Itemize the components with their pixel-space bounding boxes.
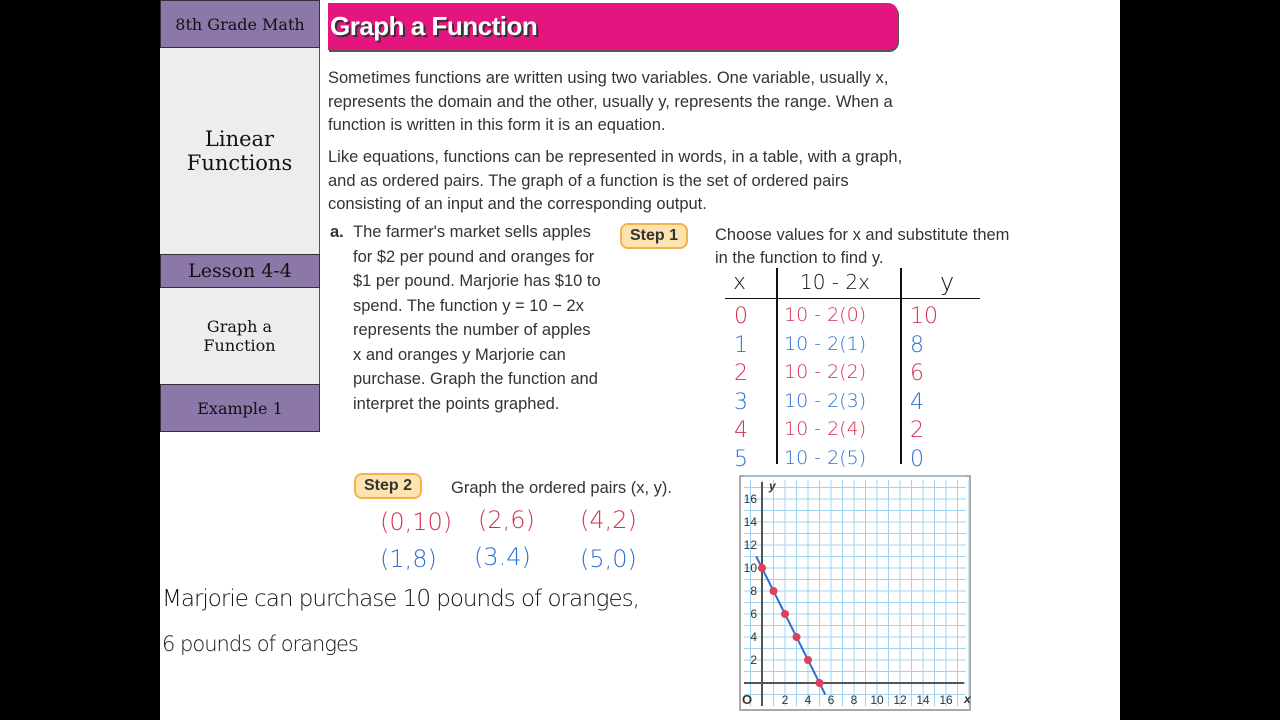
- table-header-expr: 10 - 2x: [800, 270, 870, 294]
- data-point: [781, 610, 789, 618]
- y-tick-label: 16: [743, 492, 757, 506]
- y-tick-label: 10: [743, 561, 757, 575]
- step1-badge: Step 1: [620, 223, 688, 249]
- second-paragraph: Like equations, functions can be represented in words, in a table, with a graph, and as ordered pairs. The graph of a function is the set of ordered pairs consisting of an input and the corresponding output.: [328, 148, 903, 213]
- table-cell-x: 4: [734, 418, 748, 443]
- table-cell-y: 2: [910, 418, 924, 443]
- y-tick-label: 14: [743, 515, 757, 529]
- pair: (4,2): [580, 506, 637, 534]
- lesson-label: Lesson 4-4: [160, 254, 320, 288]
- table-cell-expr: 10 - 2(2): [784, 361, 867, 383]
- example-text: The farmer's market sells apples for $2 per pound and oranges for $1 per pound. Marjorie has $10 to spend. The function y = 10 − 2x represents the number of apples x and oranges y Marjorie can purchase. Graph the function and interpret the points graphed.: [353, 223, 601, 413]
- function-graph: [738, 474, 974, 714]
- table-cell-y: 4: [910, 389, 924, 415]
- x-tick-label: 12: [893, 693, 907, 707]
- step1-text: Choose values for x and substitute them in the function to find y.: [715, 226, 1010, 267]
- pair: (1,8): [380, 545, 437, 573]
- conclusion-line-1: Marjorie can purchase 10 pounds of oranges,: [162, 586, 639, 612]
- table-cell-y: 0: [910, 446, 924, 472]
- pair: (0,10): [380, 508, 453, 536]
- y-tick-label: 6: [750, 607, 757, 621]
- pair: (2,6): [478, 506, 535, 534]
- lesson-title: Graph a Function: [160, 288, 320, 384]
- step2-badge: Step 2: [354, 473, 422, 499]
- table-cell-expr: 10 - 2(3): [784, 389, 867, 412]
- data-point: [758, 564, 766, 572]
- step2-text: Graph the ordered pairs (x, y).: [451, 479, 673, 497]
- x-tick-label: 4: [804, 693, 812, 707]
- page-title-banner: [328, 3, 898, 50]
- table-cell-x: 0: [734, 304, 748, 329]
- table-cell-y: 8: [910, 332, 924, 358]
- data-point: [804, 656, 812, 664]
- y-axis-label: y: [769, 479, 776, 493]
- x-tick-label: 14: [916, 693, 930, 707]
- pair: (3.4): [474, 543, 531, 571]
- table-cell-x: 3: [734, 389, 748, 415]
- table-cell-x: 5: [734, 446, 748, 472]
- x-tick-label: 8: [850, 693, 858, 707]
- table-cell-x: 1: [734, 332, 748, 358]
- conclusion-line-2: 6 pounds of oranges: [162, 632, 358, 656]
- intro-paragraph: Sometimes functions are written using two variables. One variable, usually x, represents the domain and the other, usually y, represents the range. When a function is written in this form it is an equation.: [328, 69, 893, 134]
- table-cell-expr: 10 - 2(4): [784, 418, 867, 440]
- example-label: Example 1: [160, 384, 320, 432]
- table-cell-expr: 10 - 2(5): [784, 446, 867, 469]
- origin-label: O: [742, 692, 753, 707]
- x-tick-label: 16: [939, 693, 953, 707]
- x-axis-label: x: [964, 692, 971, 706]
- page-title: Graph a Function: [330, 11, 538, 41]
- x-tick-label: 2: [781, 693, 789, 707]
- data-point: [770, 587, 778, 595]
- y-tick-label: 2: [750, 653, 757, 667]
- data-point: [793, 633, 801, 641]
- lesson-slide: [160, 0, 1120, 720]
- data-point: [816, 679, 824, 687]
- table-cell-x: 2: [734, 361, 748, 386]
- table-cell-y: 6: [910, 361, 924, 386]
- topic-label: Linear Functions: [160, 48, 320, 254]
- table-cell-expr: 10 - 2(1): [784, 332, 867, 355]
- table-header-x: x: [733, 270, 747, 295]
- table-header-y: y: [940, 268, 955, 296]
- x-tick-label: 10: [870, 693, 884, 707]
- pair: (5,0): [580, 545, 637, 573]
- course-label: 8th Grade Math: [160, 0, 320, 48]
- example-letter: a.: [330, 223, 344, 241]
- y-tick-label: 8: [750, 584, 757, 598]
- y-tick-label: 4: [750, 630, 757, 644]
- x-tick-label: 6: [827, 693, 835, 707]
- table-cell-y: 10: [910, 304, 938, 329]
- table-cell-expr: 10 - 2(0): [784, 304, 867, 326]
- y-tick-label: 12: [743, 538, 757, 552]
